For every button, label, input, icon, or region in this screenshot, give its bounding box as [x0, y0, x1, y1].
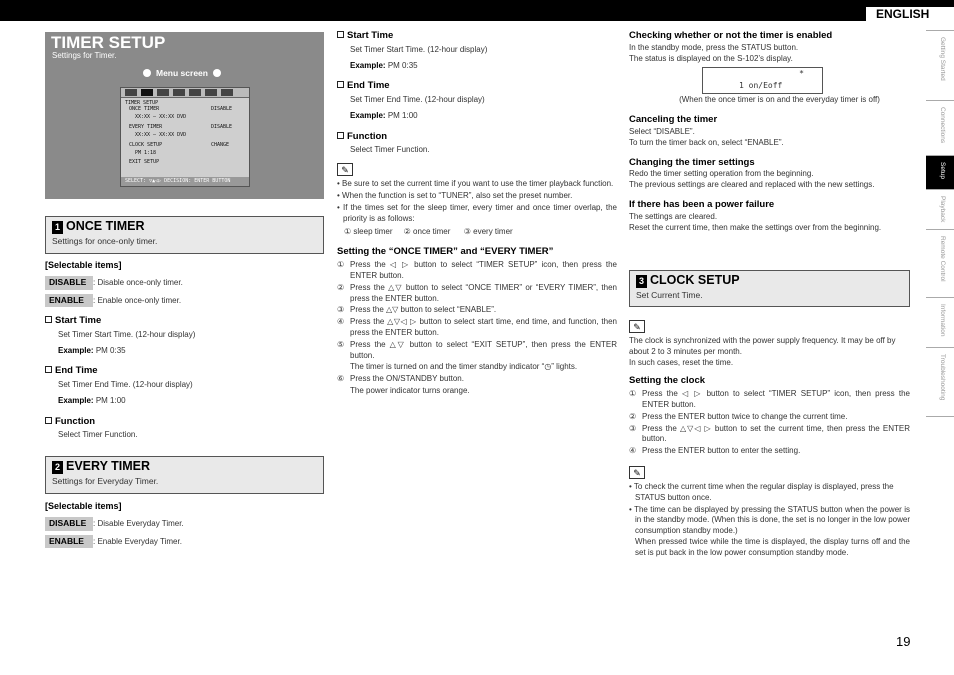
step-number: ⑤ — [337, 339, 345, 349]
sidebar-item-connections[interactable]: Connections — [926, 100, 954, 155]
step-text: Press the △▽ button to select “ONCE TIMER” or “EVERY TIMER”, then press the ENTER button. — [350, 282, 617, 303]
check-desc: In the standby mode, press the STATUS button. — [629, 42, 799, 52]
header-bar — [0, 0, 954, 21]
step-number: ② — [337, 282, 345, 292]
menu-tabs — [121, 88, 249, 98]
example-label: Example: — [350, 60, 386, 70]
checkbox-icon — [337, 81, 344, 88]
clock-steps-list — [629, 389, 910, 457]
note-item: • When the function is set to “TUNER”, also set the preset number. — [337, 191, 573, 201]
step-number: ① — [629, 389, 637, 399]
page-title: TIMER SETUP — [51, 33, 166, 52]
section-number: 2 — [52, 461, 63, 474]
tab-icon — [189, 89, 201, 96]
screen-row: XX:XX – XX:XX DVD — [135, 114, 187, 120]
function-title: Function — [55, 415, 96, 427]
example-label: Example: — [58, 345, 94, 355]
step-item — [337, 386, 617, 397]
sidebar-item-getting-started[interactable]: Getting Started — [926, 30, 954, 100]
function-desc: Select Timer Function. — [350, 144, 430, 154]
example-value: PM 0:35 — [387, 60, 418, 70]
selectable-items-label: [Selectable items] — [45, 260, 122, 270]
step-number: ④ — [629, 446, 637, 456]
tab-icon — [221, 89, 233, 96]
step-number: ② — [629, 411, 637, 421]
screen-row: ONCE TIMER — [129, 106, 160, 112]
power-title: If there has been a power failure — [629, 199, 775, 211]
once-timer-body — [45, 259, 325, 441]
sidebar-item-troubleshooting[interactable]: Troubleshooting — [926, 347, 954, 417]
note-item: • To check the current time when the regular display is displayed, press the STATUS button once. — [629, 481, 894, 502]
check-desc: The status is displayed on the S-102’s display. — [629, 53, 793, 63]
sidebar-item-information[interactable]: Information — [926, 297, 954, 347]
tab-icon — [173, 89, 185, 96]
menu-screen-preview — [120, 87, 250, 187]
tab-icon — [125, 89, 137, 96]
checkbox-icon — [45, 417, 52, 424]
example-label: Example: — [58, 396, 94, 406]
screen-value: DISABLE — [211, 124, 233, 130]
start-time-desc: Set Timer Start Time. (12-hour display) — [350, 44, 488, 54]
checkbox-icon — [337, 31, 344, 38]
section-subtitle: Settings for Everyday Timer. — [52, 476, 159, 486]
step-text: Press the ENTER button to enter the setting. — [642, 446, 801, 456]
display-caption: (When the once timer is on and the everyday timer is off) — [679, 95, 880, 105]
step-item — [337, 283, 617, 305]
right-column — [629, 30, 910, 233]
step-item — [337, 374, 617, 385]
title-panel — [45, 32, 324, 199]
step-text: The power indicator turns orange. — [350, 385, 470, 395]
function-title: Function — [347, 130, 388, 142]
power-desc: The settings are cleared. — [629, 211, 718, 221]
cancel-title: Canceling the timer — [629, 114, 718, 126]
note-icon: ✎ — [629, 466, 645, 479]
item-desc: : Enable once-only timer. — [93, 295, 182, 305]
screen-row: XX:XX – XX:XX DVD — [135, 132, 187, 138]
example-value: PM 1:00 — [387, 111, 418, 121]
priority-list: ① sleep timer ② once timer ③ every timer — [344, 226, 513, 236]
section-title: CLOCK SETUP — [650, 273, 740, 287]
end-time-title: End Time — [347, 80, 390, 92]
bullet-icon — [213, 69, 221, 77]
middle-column — [337, 30, 617, 397]
step-item — [337, 305, 617, 316]
section-title: ONCE TIMER — [66, 219, 145, 233]
item-desc: : Disable once-only timer. — [93, 278, 183, 288]
disable-badge: DISABLE — [45, 276, 93, 289]
screen-row: PM 1:18 — [135, 150, 157, 156]
step-item — [629, 424, 910, 446]
step-item — [337, 340, 617, 362]
end-time-desc: Set Timer End Time. (12-hour display) — [58, 380, 193, 390]
step-item — [337, 260, 617, 282]
checkbox-icon — [337, 132, 344, 139]
start-time-title: Start Time — [347, 30, 394, 41]
step-number: ④ — [337, 317, 345, 327]
section-number: 1 — [52, 221, 63, 234]
language-label: ENGLISH — [866, 7, 954, 21]
step-text: The timer is turned on and the timer standby indicator “◷” lights. — [350, 362, 578, 372]
screen-heading: TIMER SETUP — [125, 100, 159, 106]
step-text: Press the △▽ button to select “EXIT SETUP”, then press the ENTER button. — [350, 339, 617, 360]
step-text: Press the ◁ ▷ button to select “TIMER SETUP” icon, then press the ENTER button. — [642, 389, 910, 409]
power-desc: Reset the current time, then make the settings over from the beginning. — [629, 222, 882, 232]
change-title: Changing the timer settings — [629, 156, 755, 168]
clock-note: The clock is synchronized with the power supply frequency. It may be off by about 2 to 3 minutes per month. — [629, 336, 896, 356]
clock-body — [629, 320, 910, 559]
step-item — [629, 389, 910, 411]
page-subtitle: Settings for Timer. — [52, 51, 117, 60]
clock-setup-section — [629, 270, 910, 307]
function-desc: Select Timer Function. — [58, 429, 138, 439]
screen-row: EXIT SETUP — [129, 159, 160, 165]
end-time-title: End Time — [55, 365, 98, 377]
section-title: EVERY TIMER — [66, 459, 151, 473]
enable-badge: ENABLE — [45, 294, 93, 307]
screen-footer: SELECT: ▽▲◁▷ DECISION: ENTER BUTTON — [121, 177, 249, 186]
screen-row: CLOCK SETUP — [129, 142, 163, 148]
step-item — [629, 446, 910, 457]
disable-badge: DISABLE — [45, 517, 93, 530]
check-title: Checking whether or not the timer is enabled — [629, 30, 833, 41]
note-item-cont: When pressed twice while the time is displayed, the display turns off and the set is put back in the low power consumption standby mode. — [635, 536, 910, 557]
status-display: * 1 on/Eoff — [702, 67, 823, 94]
cancel-desc: To turn the timer back on, select “ENABLE”. — [629, 137, 784, 147]
example-label: Example: — [350, 111, 386, 121]
step-number: ⑥ — [337, 374, 345, 384]
setclock-title: Setting the clock — [629, 375, 706, 387]
start-time-desc: Set Timer Start Time. (12-hour display) — [58, 329, 196, 339]
screen-value: DISABLE — [211, 106, 233, 112]
checkbox-icon — [45, 316, 52, 323]
every-timer-body — [45, 500, 325, 548]
screen-value: CHANGE — [211, 142, 230, 148]
step-text: Press the ◁ ▷ button to select “TIMER SETUP” icon, then press the ENTER button. — [350, 260, 617, 281]
start-time-title: Start Time — [55, 315, 102, 327]
step-text: Press the △▽◁ ▷ button to select start time, end time, and function, then press the ENTER button. — [350, 317, 617, 337]
note-item: • If the times set for the sleep timer, every timer and once timer overlap, the priority is as follows: — [337, 203, 617, 223]
step-text: Press the ENTER button twice to change the current time. — [642, 411, 848, 421]
section-subtitle: Set Current Time. — [636, 290, 703, 300]
checkbox-icon — [45, 366, 52, 373]
note-item: • The time can be displayed by pressing the STATUS button when the power is in the standby mode. (When this is done, the set is no longer in the low power consumption standby mode.) — [629, 504, 910, 536]
menu-screen-label: Menu screen — [138, 68, 226, 79]
example-value: PM 0:35 — [95, 345, 126, 355]
step-item — [629, 412, 910, 423]
step-text: Press the △▽ button to select “ENABLE”. — [350, 305, 497, 315]
step-number: ③ — [629, 423, 637, 433]
setting-title: Setting the “ONCE TIMER” and “EVERY TIMER” — [337, 246, 554, 258]
tab-icon — [141, 89, 153, 96]
bullet-icon — [143, 69, 151, 77]
step-item — [337, 362, 617, 373]
cancel-desc: Select “DISABLE”. — [629, 127, 695, 137]
steps-list — [337, 260, 617, 397]
sidebar-item-remote-control[interactable]: Remote Control — [926, 229, 954, 297]
sidebar-item-playback[interactable]: Playback — [926, 189, 954, 229]
note-icon: ✎ — [629, 320, 645, 333]
clock-note: In such cases, reset the time. — [629, 357, 734, 367]
change-desc: Redo the timer setting operation from the beginning. — [629, 169, 814, 179]
note-icon: ✎ — [337, 163, 353, 176]
change-desc: The previous settings are cleared and replaced with the new settings. — [629, 180, 875, 190]
tab-icon — [157, 89, 169, 96]
step-number: ③ — [337, 305, 345, 315]
section-number: 3 — [636, 275, 647, 288]
step-number: ① — [337, 260, 345, 270]
tab-icon — [205, 89, 217, 96]
screen-row: EVERY TIMER — [129, 124, 163, 130]
every-timer-section — [45, 456, 324, 494]
example-value: PM 1:00 — [95, 396, 126, 406]
step-text: Press the ON/STANDBY button. — [350, 374, 464, 384]
item-desc: : Enable Everyday Timer. — [93, 536, 182, 546]
sidebar-item-setup[interactable]: Setup — [926, 155, 954, 189]
item-desc: : Disable Everyday Timer. — [93, 519, 184, 529]
end-time-desc: Set Timer End Time. (12-hour display) — [350, 95, 485, 105]
once-timer-section — [45, 216, 324, 254]
step-text: Press the △▽◁ ▷ button to set the current time, then press the ENTER button. — [642, 423, 910, 444]
step-item — [337, 317, 617, 339]
page-number: 19 — [896, 634, 911, 649]
enable-badge: ENABLE — [45, 535, 93, 548]
note-item: • Be sure to set the current time if you want to use the timer playback function. — [337, 179, 614, 189]
selectable-items-label: [Selectable items] — [45, 501, 122, 511]
section-subtitle: Settings for once-only timer. — [52, 236, 158, 246]
